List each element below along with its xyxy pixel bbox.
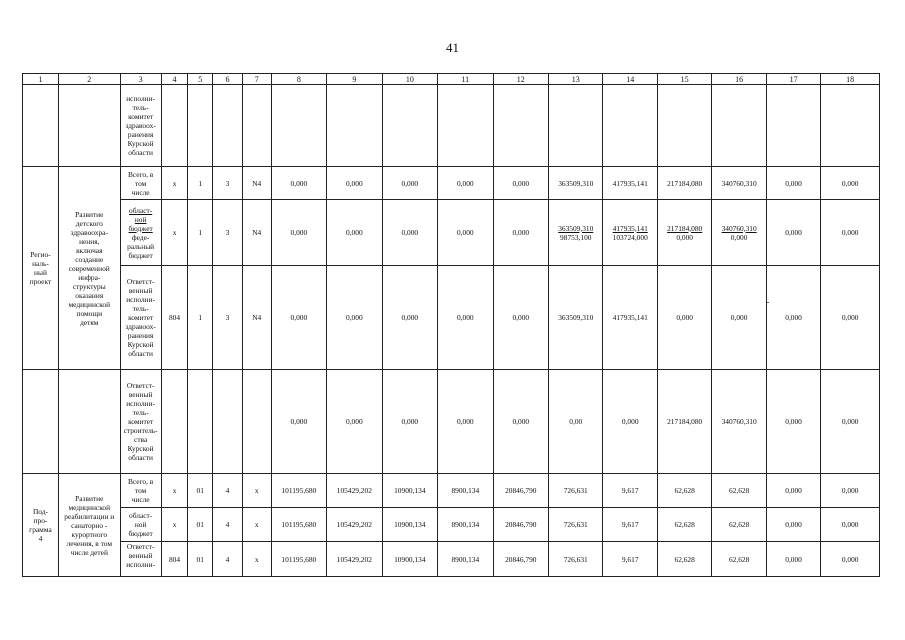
table-cell: 0,000	[766, 508, 820, 542]
table-cell: 9,617	[603, 508, 657, 542]
table-cell: 8900,134	[438, 508, 493, 542]
table-cell: 9,617	[603, 474, 657, 508]
table-cell: 804	[161, 542, 188, 577]
table-cell: х	[161, 508, 188, 542]
regional-budget-value: 417935,141	[612, 223, 648, 233]
table-cell: 0,000	[271, 167, 326, 200]
table-row	[23, 200, 880, 266]
regional-budget-value: 340760,310	[721, 223, 757, 233]
column-number: 11	[438, 74, 493, 85]
table-cell: 20846,790	[493, 474, 548, 508]
executor-cell: Ответст- венный исполни- тель- комитет строитель- ства Курской области	[120, 370, 161, 474]
table-cell	[188, 370, 213, 474]
table-cell	[657, 85, 711, 167]
column-number: 13	[549, 74, 603, 85]
regional-budget-value: 363509,310	[558, 223, 594, 233]
column-number: 5	[188, 74, 213, 85]
table-cell: х	[161, 200, 188, 266]
table-cell	[161, 85, 188, 167]
table-cell: 0,000	[657, 266, 711, 370]
table-cell: 0,000	[766, 200, 820, 266]
federal-budget-value: 0,000	[730, 232, 748, 242]
table-cell: 4	[213, 474, 243, 508]
table-cell: 417935,141	[603, 266, 657, 370]
table-cell: 0,000	[603, 370, 657, 474]
table-cell: 105429,202	[327, 508, 382, 542]
column-number: 2	[58, 74, 120, 85]
regional-budget-value: 217184,080	[667, 223, 703, 233]
table-cell: 0,000	[766, 474, 820, 508]
table-cell: 0,000	[438, 266, 493, 370]
table-cell: 0,000	[712, 266, 766, 370]
table-cell: 0,00	[549, 370, 603, 474]
table-cell	[549, 85, 603, 167]
table-cell: 0,000	[438, 200, 493, 266]
table-cell: 20846,790	[493, 508, 548, 542]
table-cell: 8900,134	[438, 474, 493, 508]
table-cell: 417935,141	[603, 167, 657, 200]
table-cell	[712, 200, 766, 266]
table-cell: 0,000	[766, 542, 820, 577]
table-cell: 0,000	[493, 200, 548, 266]
table-cell	[821, 85, 880, 167]
table-cell: 0,000	[382, 266, 437, 370]
table-cell: 9,617	[603, 542, 657, 577]
column-number: 7	[242, 74, 271, 85]
table-cell: 3	[213, 200, 243, 266]
regional-project-label: Регио- наль- ный проект	[23, 167, 59, 370]
table-cell	[58, 370, 120, 474]
table-cell	[188, 85, 213, 167]
table-cell: 105429,202	[327, 542, 382, 577]
column-number: 3	[120, 74, 161, 85]
table-cell: 62,628	[712, 474, 766, 508]
table-cell: 10900,134	[382, 474, 437, 508]
table-cell: 0,000	[327, 370, 382, 474]
table-cell: 10900,134	[382, 508, 437, 542]
scan-speck	[767, 302, 769, 303]
table-cell: х	[242, 542, 271, 577]
table-cell: 217184,080	[657, 370, 711, 474]
table-row	[23, 370, 880, 474]
table-row	[23, 474, 880, 508]
table-cell	[493, 85, 548, 167]
table-cell	[271, 85, 326, 167]
table-cell: х	[161, 167, 188, 200]
table-cell: 726,631	[549, 474, 603, 508]
table-row	[23, 266, 880, 370]
table-cell: 3	[213, 167, 243, 200]
table-cell: 0,000	[438, 167, 493, 200]
table-cell: 01	[188, 542, 213, 577]
table-cell: 4	[213, 542, 243, 577]
table-cell	[23, 370, 59, 474]
regional-budget-label: област- ной бюджет	[128, 205, 153, 233]
table-cell: 8900,134	[438, 542, 493, 577]
table-cell	[213, 370, 243, 474]
table-cell: 101195,680	[271, 474, 326, 508]
table-cell	[603, 200, 657, 266]
table-cell	[382, 85, 437, 167]
table-cell	[242, 370, 271, 474]
table-cell: 0,000	[821, 167, 880, 200]
federal-budget-value: 0,000	[676, 232, 693, 242]
table-cell: 0,000	[382, 167, 437, 200]
column-number-row	[23, 74, 880, 85]
table-cell	[438, 85, 493, 167]
table-cell: 0,000	[493, 266, 548, 370]
table-cell: 0,000	[821, 474, 880, 508]
table-cell: 4	[213, 508, 243, 542]
table-cell	[161, 370, 188, 474]
table-cell	[657, 200, 711, 266]
table-cell: N4	[242, 167, 271, 200]
table-cell: 101195,680	[271, 542, 326, 577]
table-cell	[766, 85, 820, 167]
table-cell: 726,631	[549, 542, 603, 577]
table-cell: 105429,202	[327, 474, 382, 508]
table-cell	[58, 85, 120, 167]
column-number: 4	[161, 74, 188, 85]
table-cell: N4	[242, 266, 271, 370]
table-cell: 0,000	[271, 200, 326, 266]
table-cell: 363509,310	[549, 266, 603, 370]
table-cell: 0,000	[271, 266, 326, 370]
column-number: 18	[821, 74, 880, 85]
table-cell: 0,000	[438, 370, 493, 474]
table-cell: 0,000	[327, 200, 382, 266]
table-cell: 01	[188, 474, 213, 508]
executor-cell: исполни- тель- комитет здравоох- ранения Курской области	[120, 85, 161, 167]
table-cell	[603, 85, 657, 167]
table-cell: 0,000	[766, 266, 820, 370]
funding-source-cell: Всего, в том числе	[120, 167, 161, 200]
subprogram-name: Развитие медицинской реабилитации и санаторно - курортного лечения, в том числе детей	[58, 474, 120, 577]
table-cell: 0,000	[493, 370, 548, 474]
funding-source-cell	[120, 200, 161, 266]
page-number: 41	[446, 40, 459, 55]
table-cell: 1	[188, 167, 213, 200]
table-row	[23, 167, 880, 200]
table-cell: 0,000	[766, 370, 820, 474]
table-cell: 0,000	[382, 200, 437, 266]
table-cell	[213, 85, 243, 167]
table-cell: 0,000	[821, 200, 880, 266]
column-number: 10	[382, 74, 437, 85]
table-cell	[327, 85, 382, 167]
table-row	[23, 85, 880, 167]
table-cell: 363509,310	[549, 167, 603, 200]
table-cell	[23, 85, 59, 167]
table-cell: 340760,310	[712, 370, 766, 474]
table-cell: 804	[161, 266, 188, 370]
table-cell: х	[242, 508, 271, 542]
table-cell: 0,000	[821, 542, 880, 577]
table-row	[23, 542, 880, 577]
table-cell: 20846,790	[493, 542, 548, 577]
table-cell: 726,631	[549, 508, 603, 542]
column-number: 6	[213, 74, 243, 85]
table-cell: 0,000	[271, 370, 326, 474]
table-cell	[712, 85, 766, 167]
table-cell	[549, 200, 603, 266]
table-cell: 0,000	[821, 266, 880, 370]
federal-budget-label: феде- ральный бюджет	[127, 232, 155, 260]
table-cell: 3	[213, 266, 243, 370]
column-number: 15	[657, 74, 711, 85]
column-number: 9	[327, 74, 382, 85]
executor-cell: Ответст- венный исполни-	[120, 542, 161, 577]
table-cell: 0,000	[327, 266, 382, 370]
column-number: 16	[712, 74, 766, 85]
budget-table	[22, 73, 880, 577]
executor-cell: Ответст- венный исполни- тель- комитет здравоох- ранения Курской области	[120, 266, 161, 370]
column-number: 1	[23, 74, 59, 85]
column-number: 17	[766, 74, 820, 85]
table-cell: 01	[188, 508, 213, 542]
table-cell: 0,000	[382, 370, 437, 474]
subprogram-label: Под- про- грамма 4	[23, 474, 59, 577]
table-cell	[242, 85, 271, 167]
table-cell: 0,000	[493, 167, 548, 200]
table-cell: 62,628	[657, 508, 711, 542]
table-cell: N4	[242, 200, 271, 266]
table-cell: х	[242, 474, 271, 508]
column-number: 12	[493, 74, 548, 85]
table-cell: 62,628	[657, 474, 711, 508]
table-cell: 62,628	[712, 508, 766, 542]
regional-project-name: Развитие детского здравоохра- нения, включая создание современной инфра- структуры оказания медицинской помощи детям	[58, 167, 120, 370]
table-cell: 0,000	[766, 167, 820, 200]
table-cell: 62,628	[712, 542, 766, 577]
funding-source-cell: Всего, в том числе	[120, 474, 161, 508]
table-cell: 0,000	[327, 167, 382, 200]
table-cell: 0,000	[821, 508, 880, 542]
table-cell: 10900,134	[382, 542, 437, 577]
table-cell: 1	[188, 266, 213, 370]
column-number: 14	[603, 74, 657, 85]
table-cell: 1	[188, 200, 213, 266]
table-cell: 340760,310	[712, 167, 766, 200]
table-cell: 62,628	[657, 542, 711, 577]
table-cell: 101195,680	[271, 508, 326, 542]
table-row	[23, 508, 880, 542]
table-cell: 0,000	[821, 370, 880, 474]
federal-budget-value: 103724,000	[612, 232, 648, 242]
funding-source-cell: област- ной бюджет	[120, 508, 161, 542]
table-cell: 217184,080	[657, 167, 711, 200]
column-number: 8	[271, 74, 326, 85]
federal-budget-value: 98753,100	[560, 232, 592, 242]
table-cell: х	[161, 474, 188, 508]
